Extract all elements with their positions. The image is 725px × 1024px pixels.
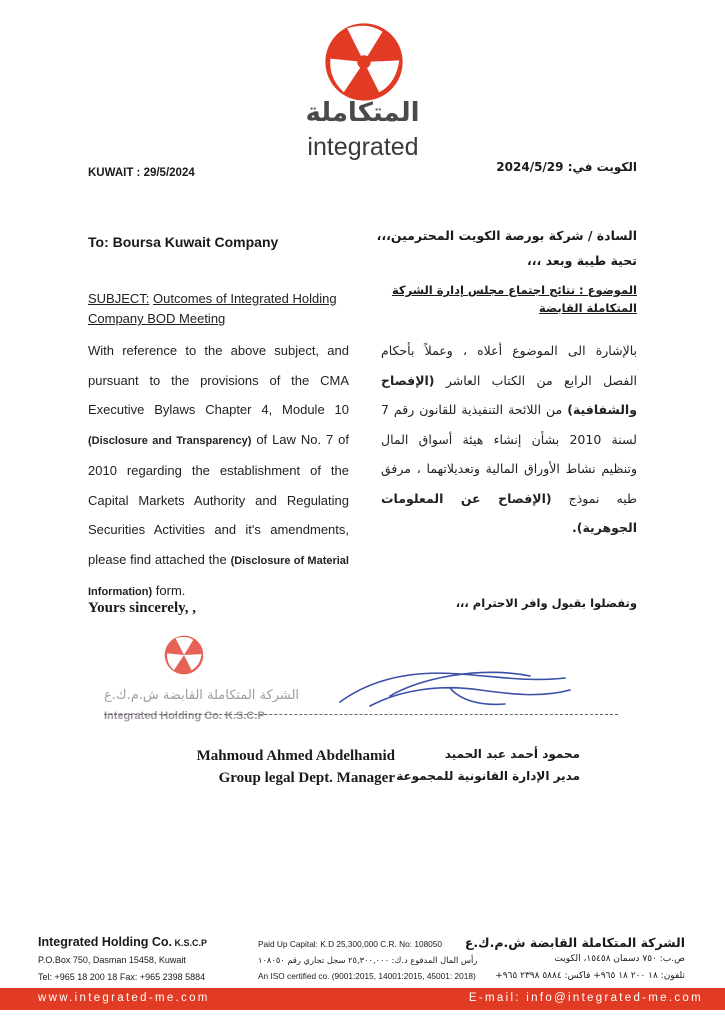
signatory-en bbox=[150, 745, 395, 789]
logo-english-wordmark: integrated bbox=[307, 133, 419, 161]
body-ar-part2: من اللائحة التنفيذية للقانون رقم 7 لسنة 2010 بشأن إنشاء هيئة أسواق المال وتنظيم نشاط الأوراق المالية وتعديلاتهما ، مرفق طيه نموذج bbox=[381, 402, 637, 506]
subject-text: Outcomes of Integrated Holding Company BOD Meeting bbox=[88, 291, 337, 326]
body-ar-bold2: (الإفصاح عن المعلومات الجوهرية). bbox=[381, 490, 637, 535]
footer-contact-ar: تلفون: ١٨ ٢٠٠ ١٨ ٩٦٥+ فاكس: ٥٨٨٤ ٢٣٩٨ ٩٦٥+ bbox=[495, 971, 685, 981]
footer-email-link[interactable]: E-mail: info@integrated-me.com bbox=[468, 992, 703, 1004]
footer-capital-en: Paid Up Capital: K.D 25,300,000 C.R. No: 108050 bbox=[258, 939, 443, 949]
subject-ar: الموضوع : نتائج اجتماع مجلس إدارة الشركة المتكاملة القابضة bbox=[391, 283, 637, 315]
footer-address-en: P.O.Box 750, Dasman 15458, Kuwait bbox=[38, 955, 186, 965]
body-ar-part1: بالإشارة الى الموضوع أعلاه ، وعملاً بأحكام الفصل الرابع من الكتاب العاشر bbox=[381, 343, 637, 388]
footer-company-en bbox=[38, 934, 207, 986]
footer-company-suffix: K.S.C.P bbox=[174, 938, 208, 948]
logo-arabic-wordmark: المتكاملة bbox=[305, 98, 420, 128]
closing-ar: وتفضلوا بقبول وافر الاحترام ،،، bbox=[455, 596, 637, 610]
footer-company-name-ar: الشركة المتكاملة القابضة ش.م.ك.ع bbox=[464, 935, 685, 950]
footer-address-ar: ص.ب: ٧٥٠ دسمان ١٥٤٥٨، الكويت bbox=[554, 954, 685, 964]
letter-date-ar: الكويت في: 2024/5/29 bbox=[496, 160, 637, 174]
company-logo-icon bbox=[322, 20, 406, 104]
body-ar bbox=[381, 336, 637, 543]
addressee-ar: السادة / شركة بورصة الكويت المحترمين،،، bbox=[376, 228, 637, 243]
body-ar-bold1: (الإفصاح والشفافية) bbox=[381, 372, 637, 417]
stamp-logo-icon bbox=[163, 634, 205, 676]
signatory-ar bbox=[396, 743, 580, 787]
handwritten-signature bbox=[330, 660, 580, 720]
body-en bbox=[88, 336, 349, 608]
footer-company-ar bbox=[465, 934, 685, 985]
closing-en: Yours sincerely, , bbox=[88, 600, 197, 616]
body-en-bold1: (Disclosure and Transparency) bbox=[88, 434, 252, 447]
subject-label: SUBJECT: bbox=[88, 291, 150, 306]
signatory-name-en: Mahmoud Ahmed Abdelhamid bbox=[196, 748, 395, 764]
footer-website-link[interactable]: www.integrated-me.com bbox=[38, 992, 210, 1004]
signatory-title-en: Group legal Dept. Manager bbox=[218, 770, 395, 786]
footer-iso: An ISO certified co. (9001:2015, 14001:2015, 45001: 2018) bbox=[258, 971, 476, 981]
stamp-text-en: Integrated Holding Co. K.S.C.P bbox=[104, 710, 265, 722]
body-en-part1: With reference to the above subject, and pursuant to the provisions of the CMA Executive Bylaws Chapter 4, Module 10 bbox=[88, 343, 349, 417]
greeting-ar: تحية طيبة وبعد ،،، bbox=[527, 253, 637, 268]
footer-company-name-en: Integrated Holding Co. bbox=[38, 935, 173, 949]
body-en-part2: of Law No. 7 of 2010 regarding the establishment of the Capital Markets Authority and Regulating Securities Activities and it's amendments, please find attached the bbox=[88, 431, 349, 567]
subject-en bbox=[88, 289, 358, 329]
body-en-bold2: (Disclosure of Material Information) bbox=[88, 554, 349, 598]
letter-date-en: KUWAIT : 29/5/2024 bbox=[88, 167, 195, 179]
stamp-text-ar: الشركة المتكاملة القابضة ش.م.ك.ع bbox=[104, 688, 300, 703]
signatory-title-ar: مدير الإدارة القانونية للمجموعة bbox=[396, 769, 580, 783]
addressee-en: To: Boursa Kuwait Company bbox=[88, 234, 279, 250]
footer-registration bbox=[258, 936, 477, 984]
signatory-name-ar: محمود أحمد عبد الحميد bbox=[444, 747, 580, 761]
body-en-part3: form. bbox=[155, 583, 186, 598]
footer-contact-en: Tel: +965 18 200 18 Fax: +965 2398 5884 bbox=[38, 972, 206, 982]
footer-capital-ar: رأس المال المدفوع د.ك: ٢٥,٣٠٠,٠٠٠ سجل تجاري رقم ١٠٨٠٥٠ bbox=[258, 955, 478, 965]
